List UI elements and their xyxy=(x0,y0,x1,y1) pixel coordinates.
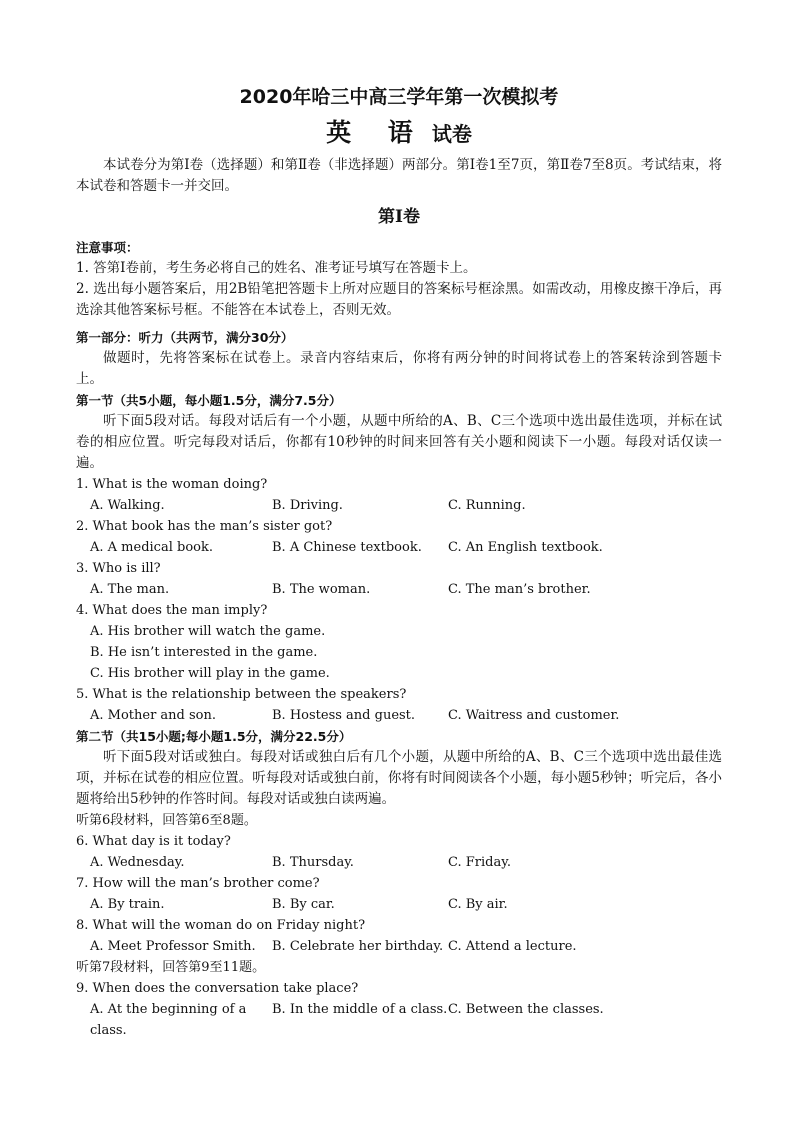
option-a: A. Mother and son. xyxy=(90,708,217,723)
volume-title: 第Ⅰ卷 xyxy=(378,207,420,227)
option-c: C. Between the classes. xyxy=(448,1002,604,1017)
section2-heading: 第二节（共15小题;每小题1.5分，满分22.5分） xyxy=(76,729,352,744)
options-row xyxy=(76,852,722,873)
section2-description: 听下面5段对话或独白。每段对话或独白后有几个小题，从题中所给的A、B、C三个选项中选出最佳选项，并标在试卷的相应位置。听每段对话或独白前，你将有时间阅读各个小题，每小题5秒钟；听完后，各小题将给出5秒钟的作答时间。每段对话或独白读两遍。 xyxy=(76,749,722,807)
subject-name: 英 语 xyxy=(326,118,427,147)
option-a: A. His brother will watch the game. xyxy=(90,624,326,639)
notice-item: 1. 答第Ⅰ卷前，考生务必将自己的姓名、准考证号填写在答题卡上。 xyxy=(76,260,477,276)
option-b: B. Celebrate her birthday. xyxy=(272,939,444,954)
option-a: A. By train. xyxy=(90,897,165,912)
option-b: B. He isn’t interested in the game. xyxy=(90,645,318,660)
option-c: C. The man’s brother. xyxy=(448,582,591,597)
question: 3. Who is ill? xyxy=(76,561,161,576)
subject-title xyxy=(76,118,722,151)
exam-title: 2020年哈三中高三学年第一次模拟考 xyxy=(239,86,559,108)
option-b: B. Thursday. xyxy=(272,855,354,870)
question: 1. What is the woman doing? xyxy=(76,477,268,492)
section1-heading: 第一节（共5小题，每小题1.5分，满分7.5分） xyxy=(76,393,342,408)
section1-description: 听下面5段对话。每段对话后有一个小题，从题中所给的A、B、C三个选项中选出最佳选项，并标在试卷的相应位置。听完每段对话后，你都有10秒钟的时间来回答有关小题和阅读下一小题。每段对话仅读一遍。 xyxy=(76,413,722,471)
question: 8. What will the woman do on Friday night? xyxy=(76,918,366,933)
option-a: A. A medical book. xyxy=(90,540,213,555)
option-c: C. Running. xyxy=(448,498,526,513)
options-row xyxy=(76,936,722,957)
option-c: C. Attend a lecture. xyxy=(448,939,577,954)
option-b: B. Driving. xyxy=(272,498,343,513)
material-instruction: 听第7段材料，回答第9至11题。 xyxy=(76,960,266,975)
option-a: A. Wednesday. xyxy=(90,855,185,870)
options-row xyxy=(76,495,722,516)
option-c: C. His brother will play in the game. xyxy=(90,666,330,681)
option-b: B. In the middle of a class. xyxy=(272,1002,448,1017)
option-b: B. The woman. xyxy=(272,582,371,597)
options-row xyxy=(76,999,722,1041)
exam-page xyxy=(76,84,722,1041)
options-row xyxy=(76,705,722,726)
material-instruction: 听第6段材料，回答第6至8题。 xyxy=(76,813,257,828)
options-row xyxy=(76,579,722,600)
question: 9. When does the conversation take place? xyxy=(76,981,359,996)
option-c: C. By air. xyxy=(448,897,508,912)
option-a: A. Walking. xyxy=(90,498,165,513)
notice-item: 2. 选出每小题答案后，用2B铅笔把答题卡上所对应题目的答案标号框涂黑。如需改动，用橡皮擦干净后，再选涂其他答案标号框。不能答在本试卷上，否则无效。 xyxy=(76,281,722,318)
option-a: A. The man. xyxy=(90,582,170,597)
option-c: C. Waitress and customer. xyxy=(448,708,620,723)
option-b: B. By car. xyxy=(272,897,335,912)
intro-paragraph: 本试卷分为第Ⅰ卷（选择题）和第Ⅱ卷（非选择题）两部分。第Ⅰ卷1至7页，第Ⅱ卷7至8页。考试结束，将本试卷和答题卡一并交回。 xyxy=(76,157,722,194)
option-a: A. Meet Professor Smith. xyxy=(90,939,256,954)
question: 4. What does the man imply? xyxy=(76,603,268,618)
option-c: C. An English textbook. xyxy=(448,540,603,555)
option-c: C. Friday. xyxy=(448,855,511,870)
options-row xyxy=(76,894,722,915)
option-b: B. Hostess and guest. xyxy=(272,708,416,723)
option-a: A. At the beginning of a class. xyxy=(90,1002,247,1038)
question: 6. What day is it today? xyxy=(76,834,231,849)
question: 7. How will the man’s brother come? xyxy=(76,876,320,891)
part1-heading: 第一部分：听力（共两节，满分30分） xyxy=(76,330,294,345)
options-row xyxy=(76,537,722,558)
paper-label: 试卷 xyxy=(431,122,472,146)
notice-heading: 注意事项： xyxy=(76,240,139,255)
option-b: B. A Chinese textbook. xyxy=(272,540,422,555)
part1-description: 做题时，先将答案标在试卷上。录音内容结束后，你将有两分钟的时间将试卷上的答案转涂到答题卡上。 xyxy=(76,350,722,387)
question: 2. What book has the man’s sister got? xyxy=(76,519,333,534)
question: 5. What is the relationship between the speakers? xyxy=(76,687,407,702)
